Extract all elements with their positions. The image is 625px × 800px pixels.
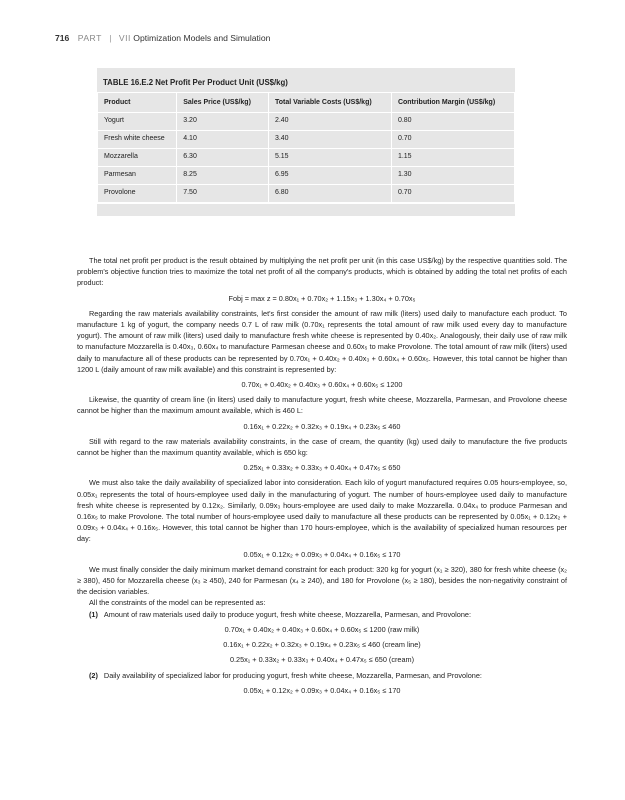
- table-cell: 8.25: [177, 167, 269, 185]
- part-number: VII: [118, 33, 131, 43]
- table-cell: 0.70: [391, 131, 514, 149]
- list-number: (2): [89, 670, 98, 680]
- paragraph: The total net profit per product is the result obtained by multiplying the net profit per unit (in this case US$/kg) by the respective quantities sold. The problem's objective function tries to maximize the total net profit of all the company's products, which is obtained by adding the total net profits of each product:: [77, 256, 567, 288]
- table-row: [98, 149, 515, 167]
- paragraph: We must finally consider the daily minimum market demand constraint for each product: 320 kg for yogurt (x₁ ≥ 320), 380 for fresh white cheese (x₂ ≥ 380), 450 for Mozzarella cheese (x₃ ≥ 450), 240 for Parmesan (x₄ ≥ 240), and 180 for Provolone (x₅ ≥ 180), besides the non-negativity constraint of the decision variables.: [77, 564, 567, 597]
- page-number: 716: [55, 33, 70, 43]
- paragraph: All the constraints of the model can be represented as:: [89, 598, 266, 608]
- table-cell: Mozzarella: [98, 149, 177, 167]
- paragraph: Still with regard to the raw materials availability constraints, in the case of cream, the quantity (kg) used daily to manufacture the five products cannot be higher than the maximum quantity available, which is 650 kg:: [77, 436, 567, 458]
- table-footer: [97, 203, 515, 216]
- column-header: Sales Price (US$/kg): [177, 93, 269, 113]
- column-header: Total Variable Costs (US$/kg): [268, 93, 391, 113]
- column-header: Product: [98, 93, 177, 113]
- equation: 0.25x₁ + 0.33x₂ + 0.33x₃ + 0.40x₄ + 0.47x₅ ≤ 650 (cream): [229, 655, 415, 665]
- table-row: [98, 185, 515, 203]
- table-row: [98, 131, 515, 149]
- equation: 0.16x₁ + 0.22x₂ + 0.32x₃ + 0.19x₄ + 0.23x₅ ≤ 460 (cream line): [223, 640, 421, 650]
- table-cell: 0.70: [391, 185, 514, 203]
- table-cell: 1.30: [391, 167, 514, 185]
- equation: 0.05x₁ + 0.12x₂ + 0.09x₃ + 0.04x₄ + 0.16x₅ ≤ 170: [243, 685, 401, 695]
- list-text: Amount of raw materials used daily to produce yogurt, fresh white cheese, Mozzarella, Parmesan, and Provolone:: [103, 609, 471, 619]
- table-cell: 5.15: [268, 149, 391, 167]
- net-profit-table: [97, 68, 515, 216]
- table-cell: Provolone: [98, 185, 177, 203]
- paragraph: Likewise, the quantity of cream line (in liters) used daily to manufacture yogurt, fresh white cheese, Mozzarella, Parmesan, and Provolone cheese cannot be higher than the maximum amount available, which is 460 L:: [77, 395, 567, 416]
- table-cell: Parmesan: [98, 167, 177, 185]
- table-cell: 7.50: [177, 185, 269, 203]
- equation: 0.16x₁ + 0.22x₂ + 0.32x₃ + 0.19x₄ + 0.23x₅ ≤ 460: [243, 421, 401, 431]
- equation: 0.70x₁ + 0.40x₂ + 0.40x₃ + 0.60x₄ + 0.60x₅ ≤ 1200 (raw milk): [224, 624, 420, 634]
- body-text: [77, 255, 567, 700]
- table-cell: 6.95: [268, 167, 391, 185]
- table-cell: 1.15: [391, 149, 514, 167]
- table-row: [98, 167, 515, 185]
- paragraph: Regarding the raw materials availability constraints, let's first consider the amount of raw milk (liters) used daily to manufacture each product. To manufacture 1 kg of yogurt, the company needs 0.7 L of raw milk (0.70x₁ represents the total amount of raw milk used every day to manufacture yogurt). The amount of raw milk (liters) used daily to manufacture fresh white cheese is represented by 0.40x₂. Analogously, their daily use of raw milk to manufacture Mozzarella is 0.40x₃, 0.60x₄ to manufacture Parmesan cheese and 0.60x₅ to make Provolone. The total amount of raw milk (liters) used daily to manufacture all of these products can be represented by 0.70x₁ + 0.40x₂ + 0.40x₃ + 0.60x₄ + 0.60x₅. However, this total cannot be higher than 1200 L (daily amount of raw milk available) and this constraint is represented by:: [77, 308, 567, 374]
- list-item: [77, 609, 567, 620]
- table-cell: 6.30: [177, 149, 269, 167]
- table-cell: 3.20: [177, 113, 269, 131]
- chapter-title: Optimization Models and Simulation: [133, 33, 271, 43]
- table-cell: 6.80: [268, 185, 391, 203]
- paragraph: We must also take the daily availability of specialized labor into consideration. Each kilo of yogurt manufactured requires 0.05 hours-employee, so, 0.05x₁ represents the total of hours-employee used daily in the manufacturing of yogurt. The number of hours-employee used daily to manufacture fresh white cheese is represented by 0.12x₂. Similarly, 0.09x₃ hours-employee are used daily to make Mozzarella. 0.04x₄ to produce Parmesan and 0.16x₅ to make Provolone. The total number of hours-employee used daily to manufacture all these products can be represented by 0.05x₁ + 0.12x₂ + 0.09x₃ + 0.04x₄ + 0.16x₅. However, this total cannot be higher than 170 hours-employee, which is the availability of specialized human resources per day:: [77, 478, 567, 544]
- table-cell: 3.40: [268, 131, 391, 149]
- objective-function: Fobj = max z = 0.80x₁ + 0.70x₂ + 1.15x₃ + 1.30x₄ + 0.70x₅: [228, 293, 416, 303]
- equation: 0.25x₁ + 0.33x₂ + 0.33x₃ + 0.40x₄ + 0.47x₅ ≤ 650: [243, 463, 401, 473]
- equation: 0.70x₁ + 0.40x₂ + 0.40x₃ + 0.60x₄ + 0.60x₅ ≤ 1200: [241, 380, 403, 390]
- column-header: Contribution Margin (US$/kg): [391, 93, 514, 113]
- table-cell: 0.80: [391, 113, 514, 131]
- list-item: [77, 670, 567, 681]
- running-header: [55, 33, 270, 43]
- header-divider: |: [109, 33, 112, 43]
- table-cell: 4.10: [177, 131, 269, 149]
- list-text: Daily availability of specialized labor for producing yogurt, fresh white cheese, Mozzarella, Parmesan, and Provolone:: [103, 670, 482, 680]
- table-row: [98, 113, 515, 131]
- table-cell: 2.40: [268, 113, 391, 131]
- part-label: PART: [77, 33, 102, 43]
- equation: 0.05x₁ + 0.12x₂ + 0.09x₃ + 0.04x₄ + 0.16x₅ ≤ 170: [243, 549, 401, 559]
- list-number: (1): [89, 609, 98, 619]
- table-cell: Fresh white cheese: [98, 131, 177, 149]
- table-cell: Yogurt: [98, 113, 177, 131]
- table-caption: TABLE 16.E.2 Net Profit Per Product Unit (US$/kg): [103, 78, 288, 87]
- table-header-row: [98, 93, 515, 113]
